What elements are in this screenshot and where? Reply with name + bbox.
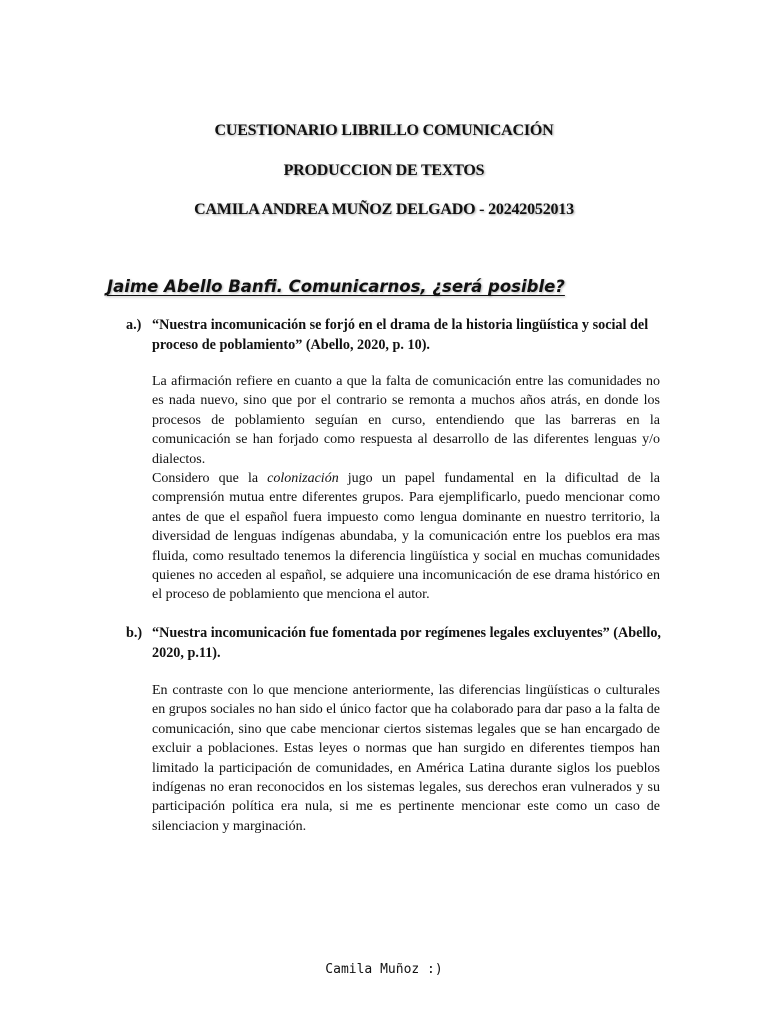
document-title: CUESTIONARIO LIBRILLO COMUNICACIÓN — [214, 122, 554, 139]
answer-b — [152, 681, 660, 836]
question-quote: “Nuestra incomunicación fue fomentada por regímenes legales excluyentes” (Abello, 2020, p.11). — [152, 625, 661, 661]
answer-paragraph — [152, 469, 660, 605]
document-subtitle: PRODUCCION DE TEXTOS — [283, 162, 485, 179]
question-marker: a.) — [126, 317, 142, 333]
answer-a — [152, 372, 660, 605]
question-quote: “Nuestra incomunicación se forjó en el drama de la historia lingüística y social del proceso de poblamiento” (Abello, 2020, p. 10). — [152, 317, 649, 353]
answer-paragraph: La afirmación refiere en cuanto a que la falta de comunicación entre las comunidades no es nada nuevo, sino que por el contrario se remonta a muchos años atrás, en donde los procesos de poblamiento seguían en curso, entendiendo que las barreras en la comunicación se han forjado como respuesta al desarrollo de las diferentes lenguas y/o dialectos. — [152, 374, 660, 467]
answer-paragraph: En contraste con lo que mencione anteriormente, las diferencias lingüísticas o culturales en grupos sociales no han sido el único factor que ha colaborado para dar paso a la falta de comunicación, sino que cabe mencionar ciertos sistemas legales que se han encargado de excluir a poblaciones. Estas leyes o normas que han surgido en diferentes tiempos han limitado la participación de comunidades, en América Latina durante siglos los pueblos indígenas no eran reconocidos en los sistemas legales, sus derechos eran vulnerados y su participación política era nula, si me es pertinente mencionar este como un caso de silenciacion y marginación. — [152, 683, 660, 834]
question-a — [126, 316, 666, 355]
question-marker: b.) — [126, 625, 143, 641]
question-b — [126, 624, 666, 663]
author-line: CAMILA ANDREA MUÑOZ DELGADO - 20242052013 — [194, 201, 574, 218]
answer-text: Considero que la — [152, 471, 268, 487]
page-footer: Camila Muñoz :) — [325, 962, 443, 977]
answer-text: jugo un papel fundamental en la dificultad de la comprensión mutua entre diferentes grupos. Para ejemplificarlo, puedo mencionar como antes de que el español fuera impuesto como lengua dominante en nuestro territorio, la diversidad de lenguas indígenas abundaba, y la comunicación entre los pueblos era mas fluida, como resultado tenemos la diferencia lingüística y social en muchas comunidades quienes no acceden al español, se adquiere una incomunicación de ese drama histórico en el proceso de poblamiento que menciona el autor. — [152, 471, 660, 603]
section-heading: Jaime Abello Banfi. Comunicarnos, ¿será posible? — [107, 277, 565, 296]
emphasized-term: colonización — [267, 471, 339, 487]
